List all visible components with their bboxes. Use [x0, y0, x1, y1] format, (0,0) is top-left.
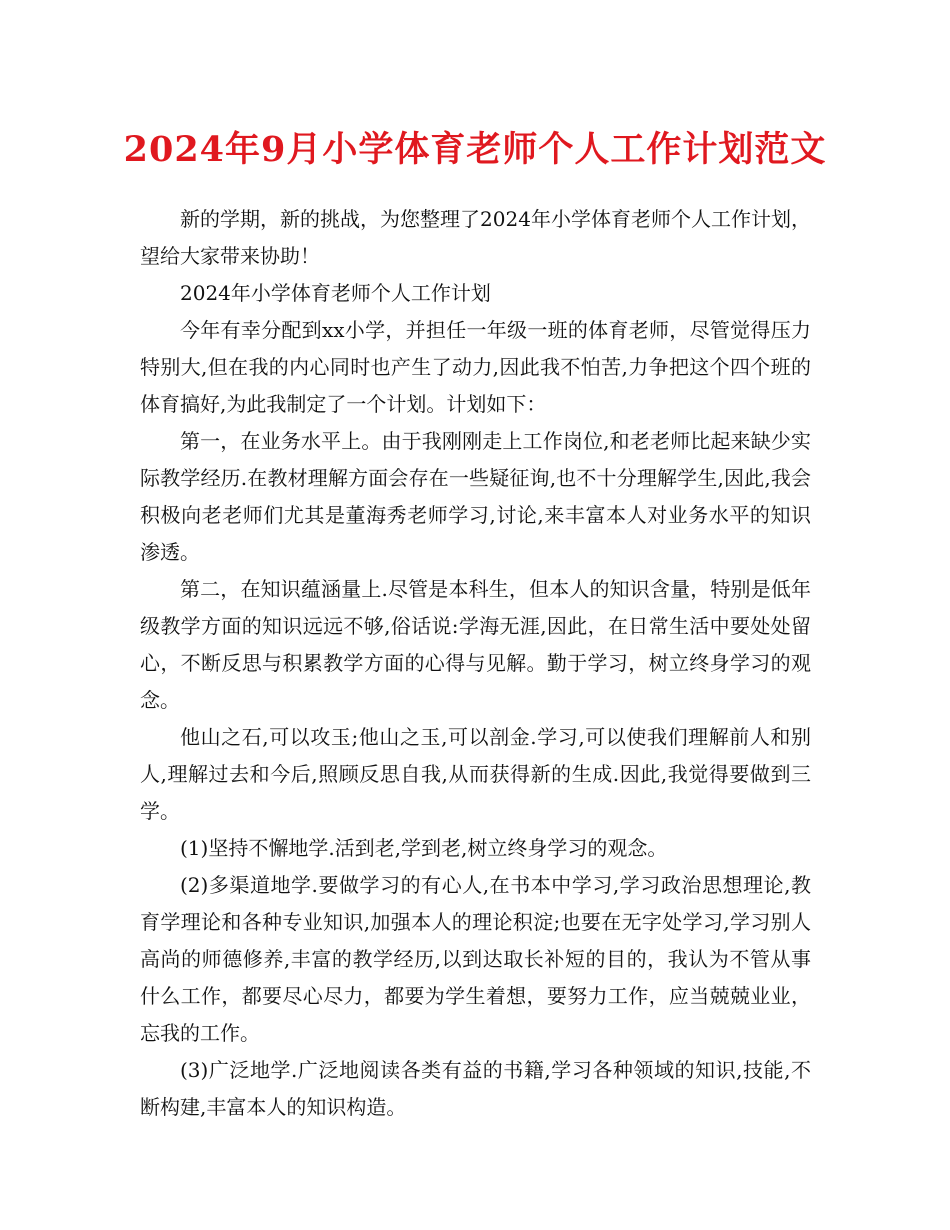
paragraph-first-point: 第一，在业务水平上。由于我刚刚走上工作岗位,和老老师比起来缺少实际教学经历.在教材理解方面会存在一些疑征询,也不十分理解学生,因此,我会积极向老老师们尤其是董海秀老师学习,讨论,来丰富本人对业务水平的知识渗透。 [140, 429, 811, 564]
paragraph-intro: 新的学期，新的挑战，为您整理了2024年小学体育老师个人工作计划，望给大家带来协助！ [140, 207, 811, 268]
paragraph-assignment: 今年有幸分配到xx小学，并担任一年级一班的体育老师，尽管觉得压力特别大,但在我的内心同时也产生了动力,因此我不怕苦,力争把这个四个班的体育搞好,为此我制定了一个计划。计划如下： [140, 318, 811, 416]
paragraph-item-1: (1)坚持不懈地学.活到老,学到老,树立终身学习的观念。 [180, 836, 668, 860]
document-body [140, 201, 811, 1126]
document-title: 2024年9月小学体育老师个人工作计划范文 [123, 129, 827, 170]
paragraph-item-3: (3)广泛地学.广泛地阅读各类有益的书籍,学习各种领域的知识,技能,不断构建,丰富本人的知识构造。 [140, 1058, 811, 1119]
paragraph-item-2: (2)多渠道地学.要做学习的有心人,在书本中学习,学习政治思想理论,教育学理论和各种专业知识,加强本人的理论积淀;也要在无字处学习,学习别人高尚的师德修养,丰富的教学经历,以到达取长补短的目的，我认为不管从事什么工作，都要尽心尽力，都要为学生着想，要努力工作，应当兢兢业业，忘我的工作。 [140, 873, 811, 1045]
paragraph-second-point: 第二，在知识蕴涵量上.尽管是本科生，但本人的知识含量，特别是低年级教学方面的知识远远不够,俗话说:学海无涯,因此，在日常生活中要处处留心，不断反思与积累教学方面的心得与见解。勤于学习，树立终身学习的观念。 [140, 577, 811, 712]
paragraph-three-learnings: 他山之石,可以攻玉;他山之玉,可以剖金.学习,可以使我们理解前人和别人,理解过去和今后,照顾反思自我,从而获得新的生成.因此,我觉得要做到三学。 [140, 725, 811, 823]
paragraph-subtitle: 2024年小学体育老师个人工作计划 [180, 281, 491, 305]
